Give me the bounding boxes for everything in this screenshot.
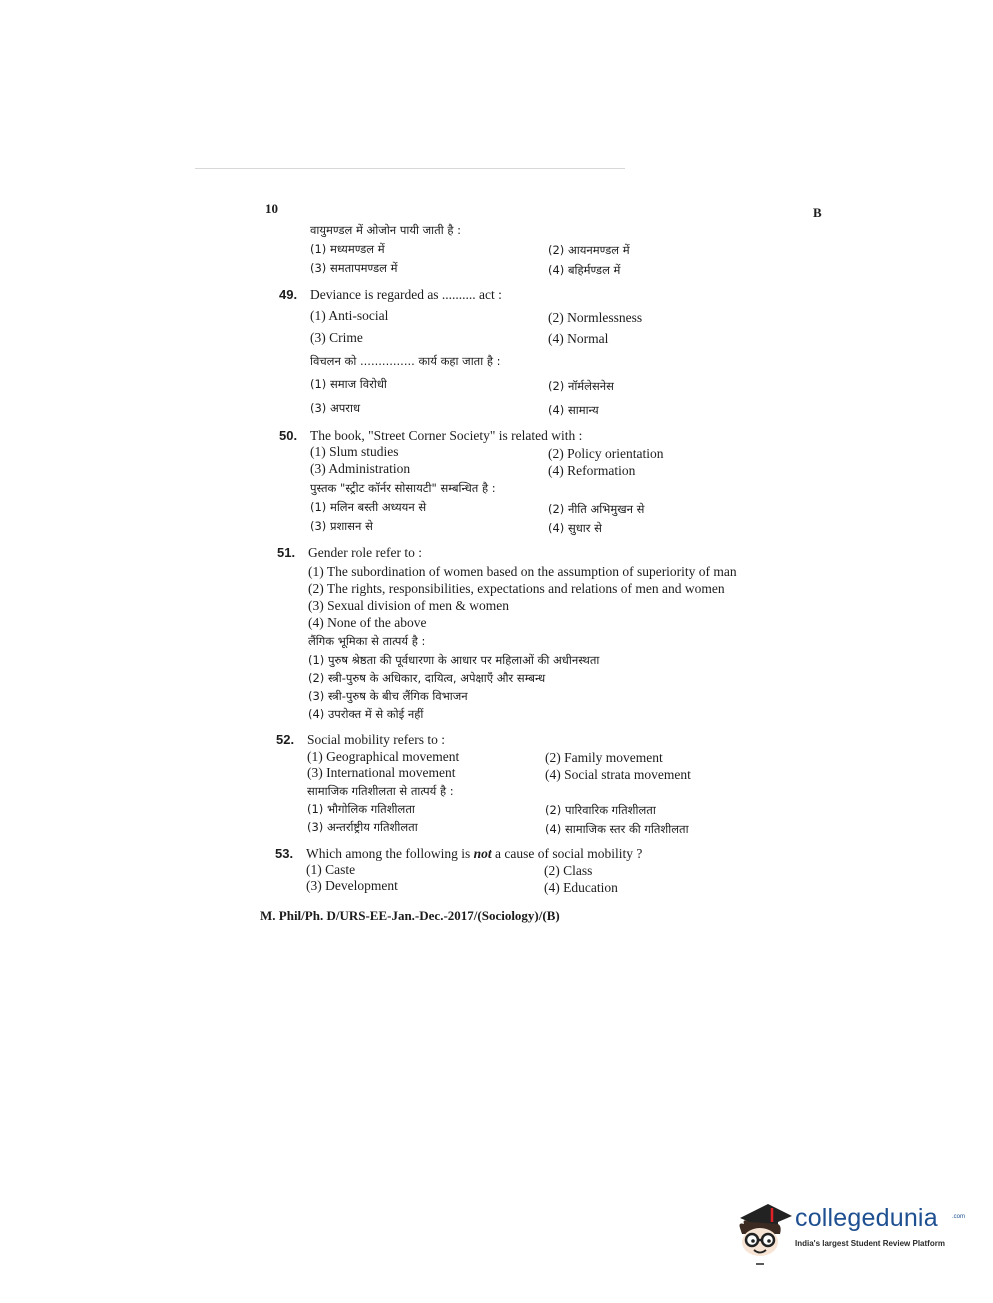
q50-number: 50. xyxy=(279,428,298,443)
q51-option-4: (4) None of the above xyxy=(308,615,427,630)
q53-option-1: (1) Caste xyxy=(306,862,356,877)
q51-option-1: (1) The subordination of women based on the assumption of superiority of man xyxy=(308,564,737,579)
collegedunia-logo[interactable] xyxy=(734,1194,964,1266)
q52-number: 52. xyxy=(276,732,295,747)
q50-option-2-hindi: (2) नीति अभिमुखन से xyxy=(548,502,645,516)
q49-option-2-hindi: (2) नॉर्मलेसनेस xyxy=(548,379,614,393)
q49-option-1-hindi: (1) समाज विरोधी xyxy=(310,377,387,391)
logo-domain-suffix: .com xyxy=(952,1214,966,1220)
q53-stem-end: a cause of social mobility ? xyxy=(491,846,643,861)
q53-number: 53. xyxy=(275,846,294,861)
q50-stem-hindi: पुस्तक "स्ट्रीट कॉर्नर सोसायटी" सम्बन्धित है : xyxy=(310,481,496,495)
q52-option-1-hindi: (1) भौगोलिक गतिशीलता xyxy=(307,802,415,816)
q51-option-1-hindi: (1) पुरुष श्रेष्ठता की पूर्वधारणा के आधार पर महिलाओं की अधीनस्थता xyxy=(308,653,600,667)
q52-option-3-hindi: (3) अन्तर्राष्ट्रीय गतिशीलता xyxy=(307,820,418,834)
footer-paper-code: M. Phil/Ph. D/URS-EE-Jan.-Dec.-2017/(Sociology)/(B) xyxy=(260,908,560,923)
q50-option-2: (2) Policy orientation xyxy=(548,446,664,461)
q53-stem-emphasis: not xyxy=(473,846,492,861)
mascot-icon xyxy=(734,1194,794,1266)
q49-option-2: (2) Normlessness xyxy=(548,310,643,325)
q53-stem-start: Which among the following is xyxy=(306,846,474,861)
q48-stem-hindi: वायुमण्डल में ओजोन पायी जाती है : xyxy=(310,223,461,237)
q52-option-2-hindi: (2) पारिवारिक गतिशीलता xyxy=(545,803,656,817)
q53-option-4: (4) Education xyxy=(544,880,618,895)
q53-option-3: (3) Development xyxy=(306,878,398,893)
q49-option-4-hindi: (4) सामान्य xyxy=(548,403,599,417)
q49-stem: Deviance is regarded as .......... act : xyxy=(310,287,502,302)
q51-stem-hindi: लैंगिक भूमिका से तात्पर्य है : xyxy=(308,634,426,648)
q49-option-3-hindi: (3) अपराध xyxy=(310,401,361,415)
q50-option-3: (3) Administration xyxy=(310,461,411,476)
q52-option-4: (4) Social strata movement xyxy=(545,767,691,782)
q51-option-4-hindi: (4) उपरोक्त में से कोई नहीं xyxy=(308,707,424,721)
q48-option-3-hindi: (3) समतापमण्डल में xyxy=(310,261,398,275)
q52-stem-hindi: सामाजिक गतिशीलता से तात्पर्य है : xyxy=(307,784,454,798)
q51-option-2: (2) The rights, responsibilities, expectations and relations of men and women xyxy=(308,581,725,596)
top-rule xyxy=(195,168,625,169)
q52-option-3: (3) International movement xyxy=(307,765,456,780)
q50-option-4: (4) Reformation xyxy=(548,463,636,478)
q50-option-1: (1) Slum studies xyxy=(310,444,399,459)
q50-stem: The book, "Street Corner Society" is related with : xyxy=(310,428,583,443)
set-code: B xyxy=(813,205,822,220)
logo-tagline: India's largest Student Review Platform xyxy=(795,1239,945,1248)
q49-option-4: (4) Normal xyxy=(548,331,609,346)
q49-number: 49. xyxy=(279,287,298,302)
q48-option-2-hindi: (2) आयनमण्डल में xyxy=(548,243,630,257)
q51-option-2-hindi: (2) स्त्री-पुरुष के अधिकार, दायित्व, अपेक्षाएँ और सम्बन्ध xyxy=(308,671,546,685)
q51-number: 51. xyxy=(277,545,296,560)
page-number: 10 xyxy=(265,201,278,216)
q50-option-3-hindi: (3) प्रशासन से xyxy=(310,519,373,533)
q53-option-2: (2) Class xyxy=(544,863,593,878)
logo-wordmark: collegedunia xyxy=(795,1204,938,1232)
q51-option-3: (3) Sexual division of men & women xyxy=(308,598,509,613)
q50-option-4-hindi: (4) सुधार से xyxy=(548,521,602,535)
q51-option-3-hindi: (3) स्त्री-पुरुष के बीच लैंगिक विभाजन xyxy=(308,689,468,703)
q51-stem: Gender role refer to : xyxy=(308,545,422,560)
q48-option-1-hindi: (1) मध्यमण्डल में xyxy=(310,242,385,256)
q49-option-1: (1) Anti-social xyxy=(310,308,389,323)
q50-option-1-hindi: (1) मलिन बस्ती अध्ययन से xyxy=(310,500,427,514)
q48-option-4-hindi: (4) बहिर्मण्डल में xyxy=(548,263,621,277)
q52-stem: Social mobility refers to : xyxy=(307,732,445,747)
q52-option-1: (1) Geographical movement xyxy=(307,749,460,764)
q49-stem-hindi: विचलन को ............... कार्य कहा जाता है : xyxy=(310,354,501,368)
q53-stem xyxy=(306,846,642,862)
q52-option-4-hindi: (4) सामाजिक स्तर की गतिशीलता xyxy=(545,822,689,836)
q49-option-3: (3) Crime xyxy=(310,330,363,345)
q52-option-2: (2) Family movement xyxy=(545,750,663,765)
